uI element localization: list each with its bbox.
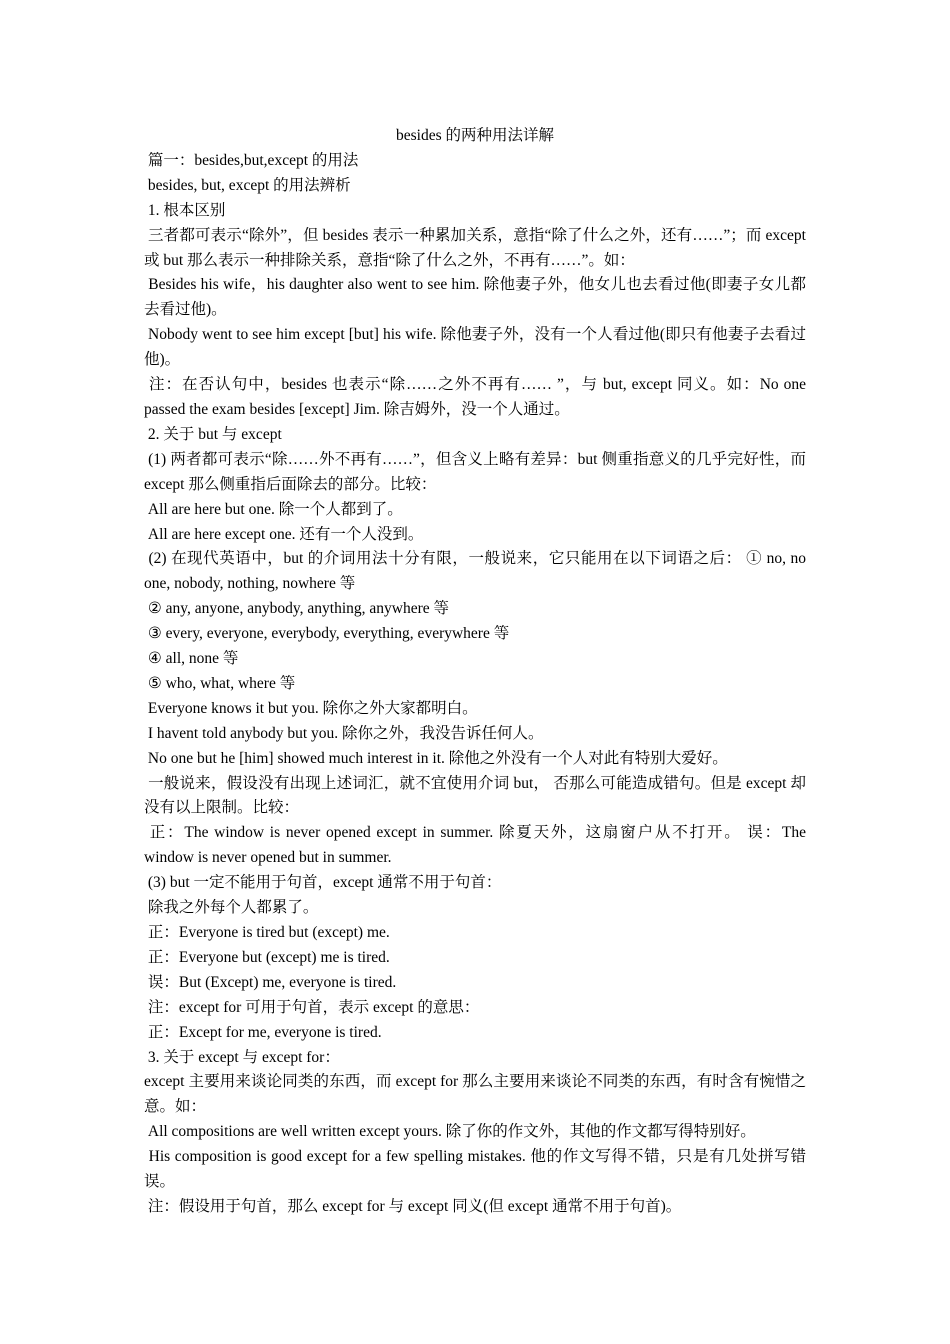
list-item: ④ all, none 等	[144, 650, 239, 668]
paragraph-example: 误：But (Except) me, everyone is tired.	[144, 973, 397, 991]
paragraph: 三者都可表示“除外”，但 besides 表示一种累加关系，意指“除了什么之外，还有……”；而 except 或 but 那么表示一种排除关系，意指“除了什么之外，不再有……”。如：	[144, 226, 810, 269]
paragraph-note: 注：在否认句中，besides 也表示“除……之外不再有…… ”，与 but, except 同义。如：No one passed the exam besides [except] Jim. 除吉姆外，没一个人通过。	[144, 376, 810, 418]
paragraph-example: 正：The window is never opened except in summer. 除夏天外，这扇窗户从不打开。 误：The window is never opened but in summer.	[144, 824, 810, 867]
paragraph-example: Besides his wife，his daughter also went to see him. 除他妻子外，他女儿也去看过他(即妻子女儿都去看过他)。	[144, 276, 806, 319]
paragraph: (1) 两者都可表示“除……外不再有……”，但含义上略有差异：but 侧重指意义的几乎完好性，而 except 那么侧重指后面除去的部分。比较：	[144, 450, 810, 493]
paragraph-example: 正：Except for me, everyone is tired.	[144, 1023, 382, 1041]
paragraph-note: 注：假设用于句首，那么 except for 与 except 同义(但 except 通常不用于句首)。	[144, 1197, 682, 1215]
document-page	[144, 124, 810, 1220]
paragraph-note: 注：except for 可用于句首，表示 except 的意思：	[144, 998, 480, 1016]
document-title: besides 的两种用法详解	[395, 127, 554, 144]
paragraph-example: Everyone knows it but you. 除你之外大家都明白。	[144, 699, 478, 717]
paragraph-heading-2: 2. 关于 but 与 except	[144, 425, 282, 443]
paragraph-subtitle: besides, but, except 的用法辨析	[144, 176, 351, 194]
list-item: ③ every, everyone, everybody, everything, everywhere 等	[144, 625, 510, 643]
paragraph-example: No one but he [him] showed much interest in it. 除他之外没有一个人对此有特别大爱好。	[144, 749, 728, 767]
paragraph-example: All are here but one. 除一个人都到了。	[144, 500, 403, 518]
list-item: ② any, anyone, anybody, anything, anywhere 等	[144, 600, 450, 618]
paragraph: except 主要用来谈论同类的东西，而 except for 那么主要用来谈论不同类的东西，有时含有惋惜之意。如：	[144, 1073, 806, 1116]
paragraph: 一般说来，假设没有出现上述词汇，就不宜使用介词 but， 否那么可能造成错句。但是 except 却没有以上限制。比较：	[144, 774, 806, 817]
paragraph-heading-3: 3. 关于 except 与 except for：	[144, 1048, 340, 1066]
list-item: ⑤ who, what, where 等	[144, 674, 296, 692]
paragraph-heading-1: 1. 根本区别	[144, 201, 226, 219]
paragraph-example: His composition is good except for a few spelling mistakes. 他的作文写得不错，只是有几处拼写错误。	[144, 1148, 807, 1191]
paragraph-example: 正：Everyone but (except) me is tired.	[144, 948, 390, 966]
paragraph-example: All are here except one. 还有一个人没到。	[144, 525, 424, 543]
paragraph-example: All compositions are well written except yours. 除了你的作文外，其他的作文都写得特别好。	[144, 1123, 756, 1141]
paragraph-section1-heading: 篇一：besides,but,except 的用法	[144, 151, 359, 169]
paragraph: (3) but 一定不能用于句首，except 通常不用于句首：	[144, 874, 502, 892]
paragraph-example: I havent told anybody but you. 除你之外，我没告诉任何人。	[144, 724, 544, 742]
paragraph-example: 正：Everyone is tired but (except) me.	[144, 924, 390, 941]
paragraph-example: 除我之外每个人都累了。	[144, 899, 319, 917]
paragraph-example: Nobody went to see him except [but] his wife. 除他妻子外，没有一个人看过他(即只有他妻子去看过他)。	[144, 326, 807, 369]
paragraph: (2) 在现代英语中，but 的介词用法十分有限，一般说来，它只能用在以下词语之后： ① no, no one, nobody, nothing, nowhere 等	[144, 550, 810, 593]
